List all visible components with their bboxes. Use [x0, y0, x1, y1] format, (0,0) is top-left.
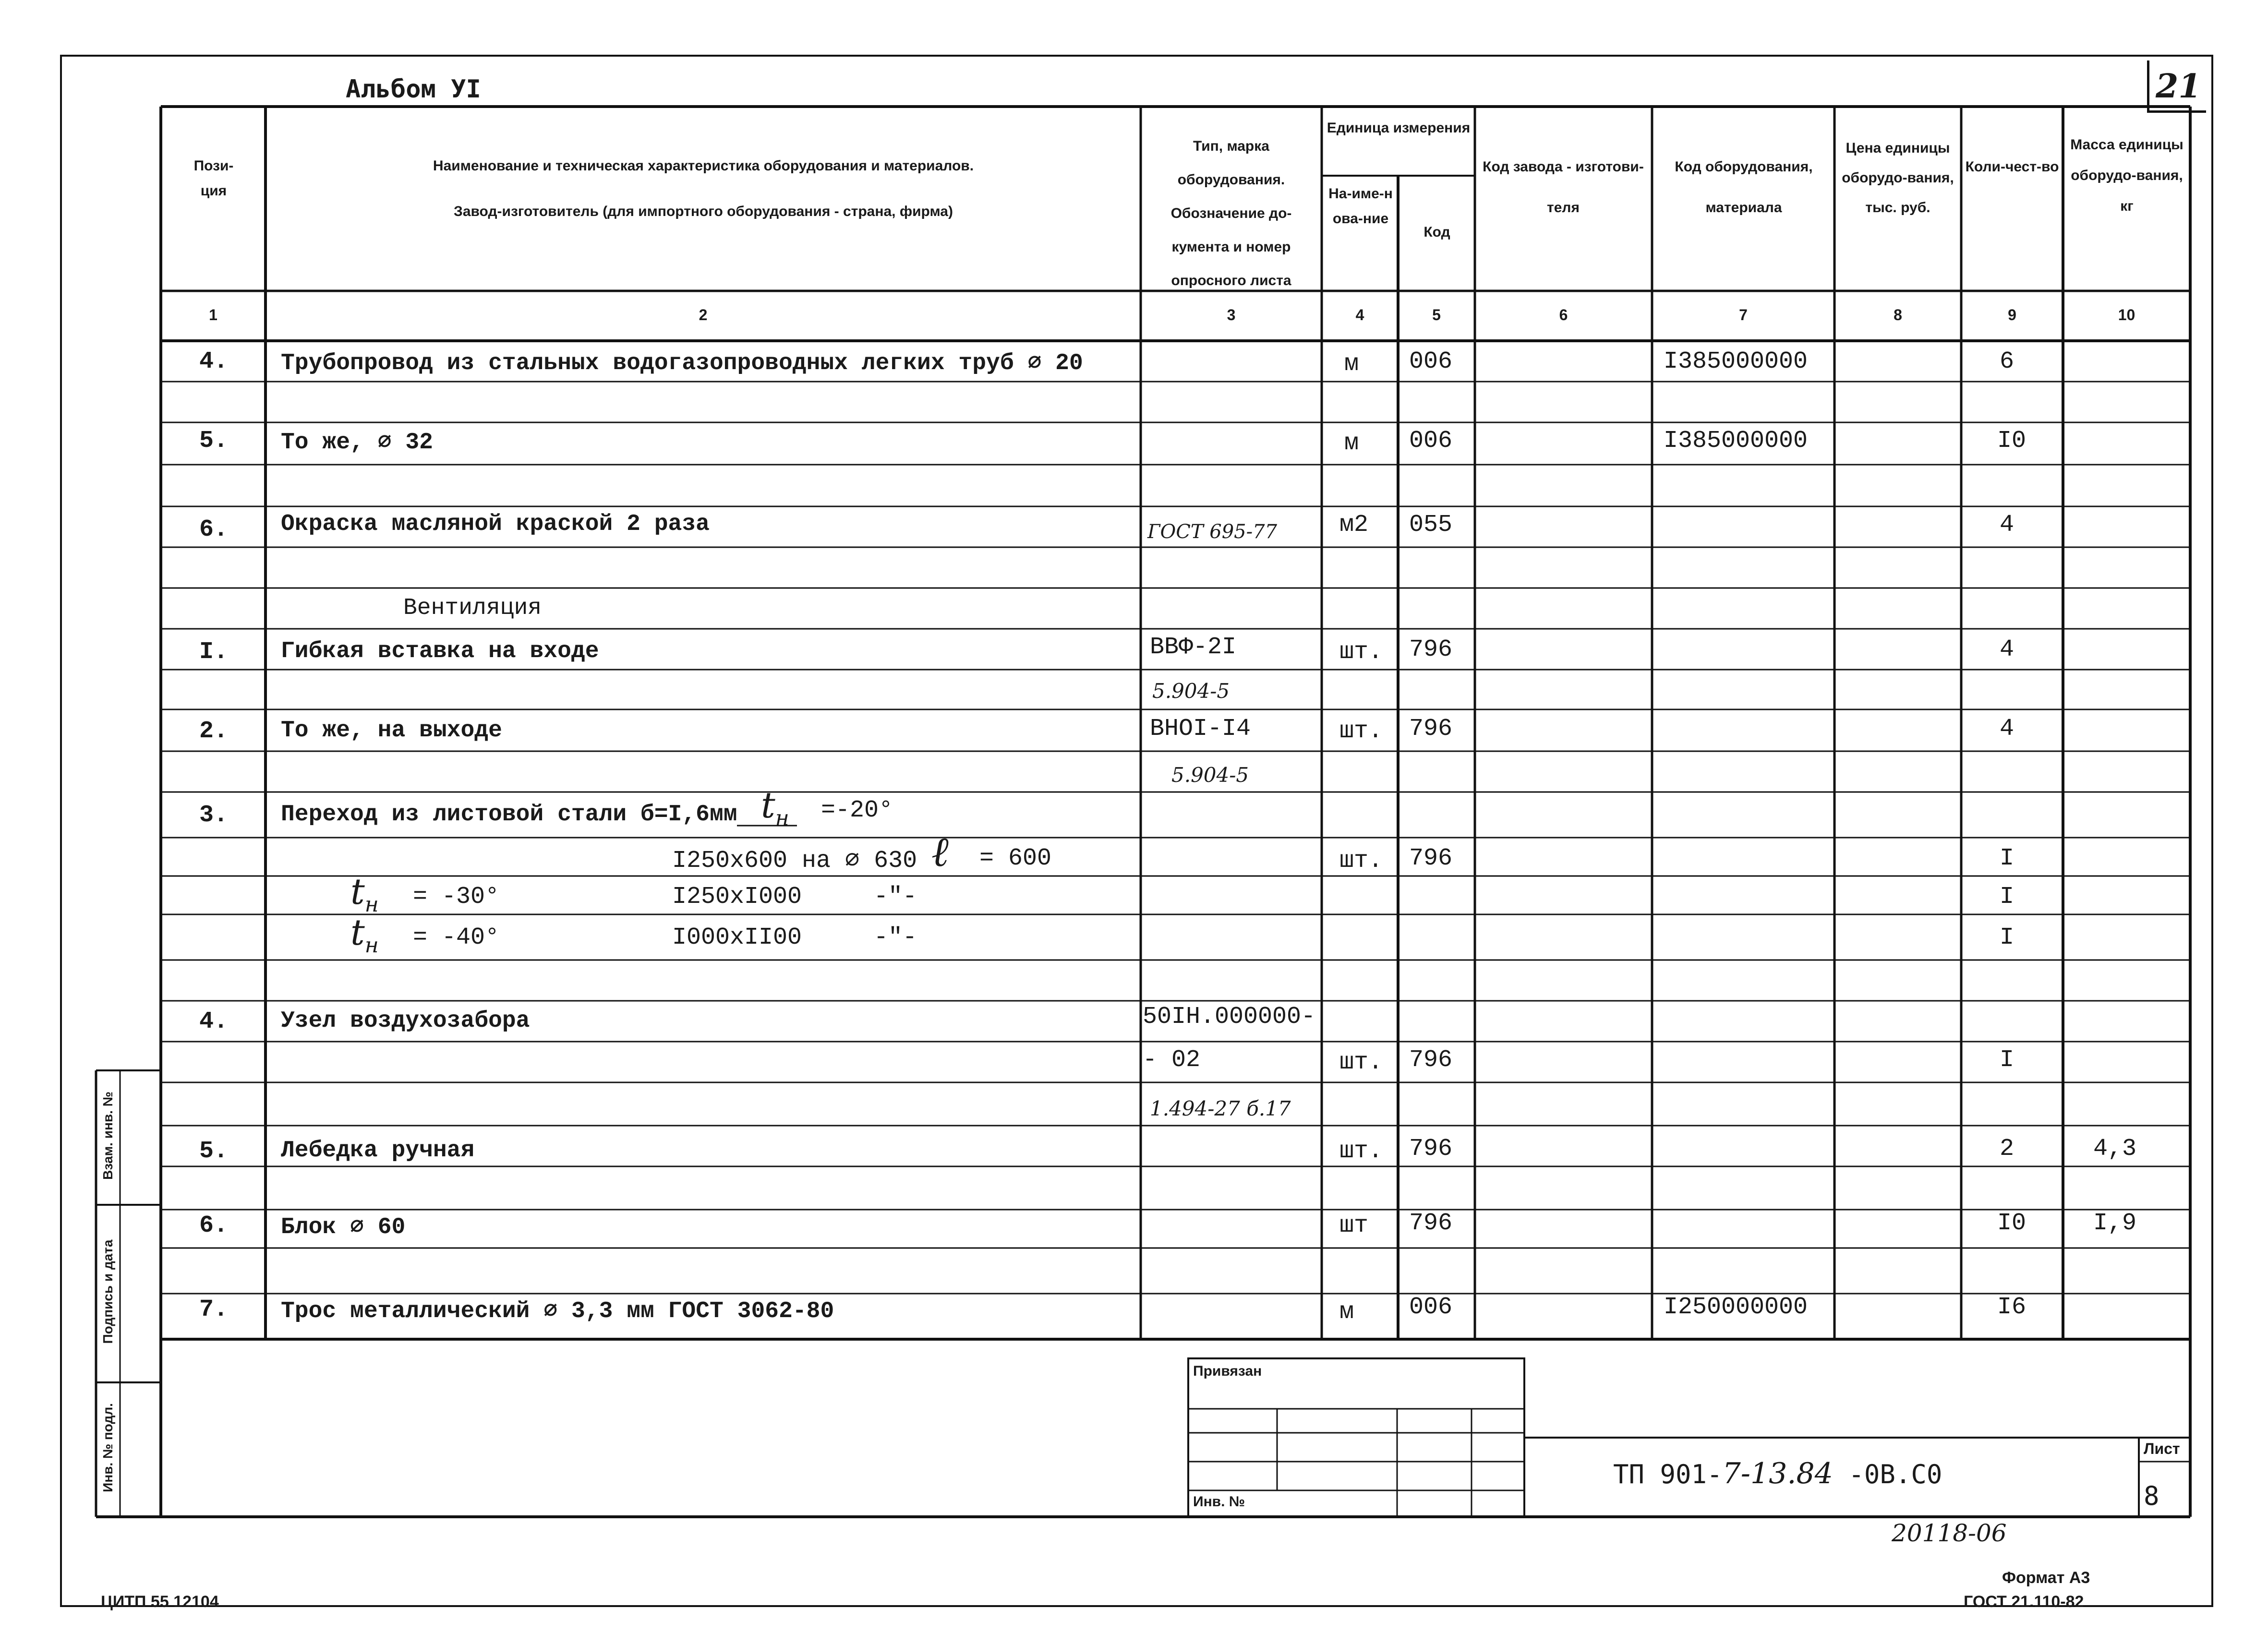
stamp-inv: Инв. №: [1193, 1494, 1245, 1510]
row6-t1: [761, 785, 789, 830]
row7-qty: I: [2000, 1046, 2015, 1074]
row8-pos: 5.: [199, 1138, 228, 1165]
row1-name: Трубопровод из стальных водогазопроводных легких труб ∅ 20: [281, 350, 1083, 376]
row6-t1-symbol: t: [761, 785, 775, 826]
row7-unit: шт.: [1339, 1049, 1383, 1076]
row6-ditto4: -"-: [874, 924, 917, 951]
row9-pos: 6.: [199, 1212, 228, 1239]
row3-name: Окраска масляной краской 2 раза: [281, 511, 710, 537]
archive-number: 20118-06: [1892, 1519, 2007, 1547]
header-col2-line1: Наименование и техническая характеристика оборудования и материалов.: [433, 158, 974, 174]
row5-unit: шт.: [1339, 718, 1383, 745]
document-number: [1613, 1457, 1942, 1490]
row8-qty: 2: [2000, 1135, 2015, 1163]
column-number-3: 3: [1227, 306, 1236, 324]
row8-mass: 4,3: [2093, 1135, 2137, 1163]
row6-t3val: = -40°: [413, 924, 500, 951]
header-col7: Код оборудования, материала: [1675, 159, 1813, 216]
row6-qty3: I: [2000, 883, 2015, 911]
row10-code: 006: [1409, 1294, 1453, 1321]
row7-name: Узел воздухозабора: [281, 1008, 530, 1034]
row2-mat: I385000000: [1664, 427, 1808, 455]
row10-name: Трос металлический ∅ 3,3 мм ГОСТ 3062-80: [281, 1298, 834, 1324]
row6-t3-sub: н: [364, 933, 379, 958]
row5-type: ВНОI-I4: [1150, 715, 1251, 743]
row2-code: 006: [1409, 427, 1453, 455]
row6-name: Переход из листовой стали б=I,6мм: [281, 802, 737, 828]
row3-qty: 4: [2000, 511, 2015, 539]
column-number-6: 6: [1559, 306, 1568, 324]
side-label-inv: Инв. № подл.: [100, 1403, 115, 1492]
row1-code: 006: [1409, 348, 1453, 375]
footer-gost: ГОСТ 21.110-82: [1964, 1593, 2084, 1611]
column-number-4: 4: [1355, 306, 1364, 324]
row9-code: 796: [1409, 1210, 1453, 1237]
row7-pos: 4.: [199, 1008, 228, 1035]
row8-name: Лебедка ручная: [281, 1138, 475, 1164]
row7-type3: 1.494-27 б.17: [1150, 1097, 1291, 1120]
header-col1: Пози- ция: [193, 158, 234, 199]
column-number-5: 5: [1432, 306, 1441, 324]
row4-unit: шт.: [1339, 638, 1383, 666]
row6-unit: шт.: [1339, 847, 1383, 875]
row6-t2val: = -30°: [413, 883, 500, 911]
list-number: 8: [2144, 1481, 2159, 1511]
row6-t2: [350, 871, 379, 917]
row10-qty: I6: [1997, 1294, 2027, 1321]
row1-unit: м: [1344, 350, 1359, 378]
footer-citp: ЦИТП 55 12104: [101, 1593, 219, 1611]
row6-t3-symbol: t: [350, 912, 365, 953]
row6-l-value: = 600: [979, 845, 1052, 872]
row3-code: 055: [1409, 511, 1453, 539]
header-col8: Цена единицы оборудо-вания, тыс. руб.: [1842, 140, 1954, 216]
column-number-8: 8: [1894, 306, 1902, 324]
row3-pos: 6.: [199, 516, 228, 543]
header-col2-line2: Завод-изготовитель (для импортного оборудования - страна, фирма): [454, 204, 953, 219]
row1-qty: 6: [2000, 348, 2015, 375]
row5-pos: 2.: [199, 718, 228, 745]
row8-code: 796: [1409, 1135, 1453, 1163]
stamp-privyazan: Привязан: [1193, 1363, 1262, 1379]
row1-pos: 4.: [199, 348, 228, 375]
row3-type: ГОСТ 695-77: [1147, 521, 1278, 543]
row6-l-symbol: ℓ: [931, 828, 949, 876]
row4-code: 796: [1409, 636, 1453, 663]
row6-pos: 3.: [199, 802, 228, 829]
row9-qty: I0: [1997, 1210, 2027, 1237]
row6-line2: I250x600 на ∅ 630: [672, 847, 917, 875]
row6-ditto3: -"-: [874, 883, 917, 911]
row6-code: 796: [1409, 845, 1453, 872]
section-ventilation: Вентиляция: [403, 595, 542, 621]
row2-name: То же, ∅ 32: [281, 430, 433, 456]
row9-mass: I,9: [2093, 1210, 2137, 1237]
row2-qty: I0: [1997, 427, 2027, 455]
row1-mat: I385000000: [1664, 348, 1808, 375]
sheet-corner-number: 21: [2156, 67, 2201, 106]
column-number-1: 1: [209, 306, 217, 324]
row10-mat: I250000000: [1664, 1294, 1808, 1321]
row5-name: То же, на выходе: [281, 718, 502, 744]
album-title: Альбом УI: [346, 75, 481, 104]
row4-qty: 4: [2000, 636, 2015, 663]
header-col6: Код завода - изготови-теля: [1483, 159, 1644, 216]
row6-qty4: I: [2000, 924, 2015, 951]
doc-prefix: ТП 901-: [1613, 1459, 1723, 1489]
row6-line3: I250xI000: [672, 883, 802, 911]
row4-type2: 5.904-5: [1152, 679, 1230, 703]
row2-pos: 5.: [199, 427, 228, 455]
row4-name: Гибкая вставка на входе: [281, 638, 599, 664]
row5-code: 796: [1409, 715, 1453, 743]
header-col45: Единица измерения: [1327, 120, 1471, 136]
column-number-2: 2: [699, 306, 708, 324]
header-col3: Тип, марка оборудования. Обозначение до-кумента и номер опросного листа: [1170, 138, 1292, 288]
row6-t1val: =-20°: [821, 797, 893, 824]
row6-qty: I: [2000, 845, 2015, 872]
row9-name: Блок ∅ 60: [281, 1214, 406, 1240]
list-label: Лист: [2144, 1440, 2180, 1457]
row3-unit: м2: [1339, 511, 1369, 539]
header-col5: Код: [1424, 224, 1450, 240]
column-number-10: 10: [2118, 306, 2135, 324]
row5-qty: 4: [2000, 715, 2015, 743]
row6-t2-sub: н: [364, 892, 379, 917]
row4-type: ВВФ-2I: [1150, 634, 1237, 661]
doc-suffix: -0В.С0: [1848, 1459, 1942, 1489]
header-col4: На-име-нова-ние: [1328, 186, 1393, 227]
row10-unit: м: [1339, 1298, 1354, 1326]
row5-type2: 5.904-5: [1171, 763, 1249, 787]
side-label-podpis: Подпись и дата: [100, 1239, 115, 1344]
row6-t3: [350, 912, 379, 958]
row2-unit: м: [1344, 430, 1359, 457]
row6-t2-symbol: t: [350, 871, 365, 912]
row9-unit: шт: [1339, 1212, 1369, 1239]
row8-unit: шт.: [1339, 1138, 1383, 1165]
row6-t1-sub: н: [775, 805, 789, 830]
row7-type: 50IH.000000-: [1143, 1003, 1316, 1031]
column-number-7: 7: [1739, 306, 1748, 324]
row6-line4: I000xII00: [672, 924, 802, 951]
side-label-vzam: Взам. инв. №: [100, 1092, 115, 1180]
footer-format: Формат А3: [2002, 1569, 2090, 1587]
row4-pos: I.: [199, 638, 228, 666]
row7-type2: - 02: [1143, 1046, 1201, 1074]
header-col10: Масса единицы оборудо-вания, кг: [2070, 137, 2184, 214]
column-number-9: 9: [2008, 306, 2016, 324]
header-col9: Коли-чест-во: [1965, 159, 2059, 175]
row10-pos: 7.: [199, 1296, 228, 1323]
row7-code: 796: [1409, 1046, 1453, 1074]
doc-hand: 7-13.84: [1722, 1457, 1833, 1490]
